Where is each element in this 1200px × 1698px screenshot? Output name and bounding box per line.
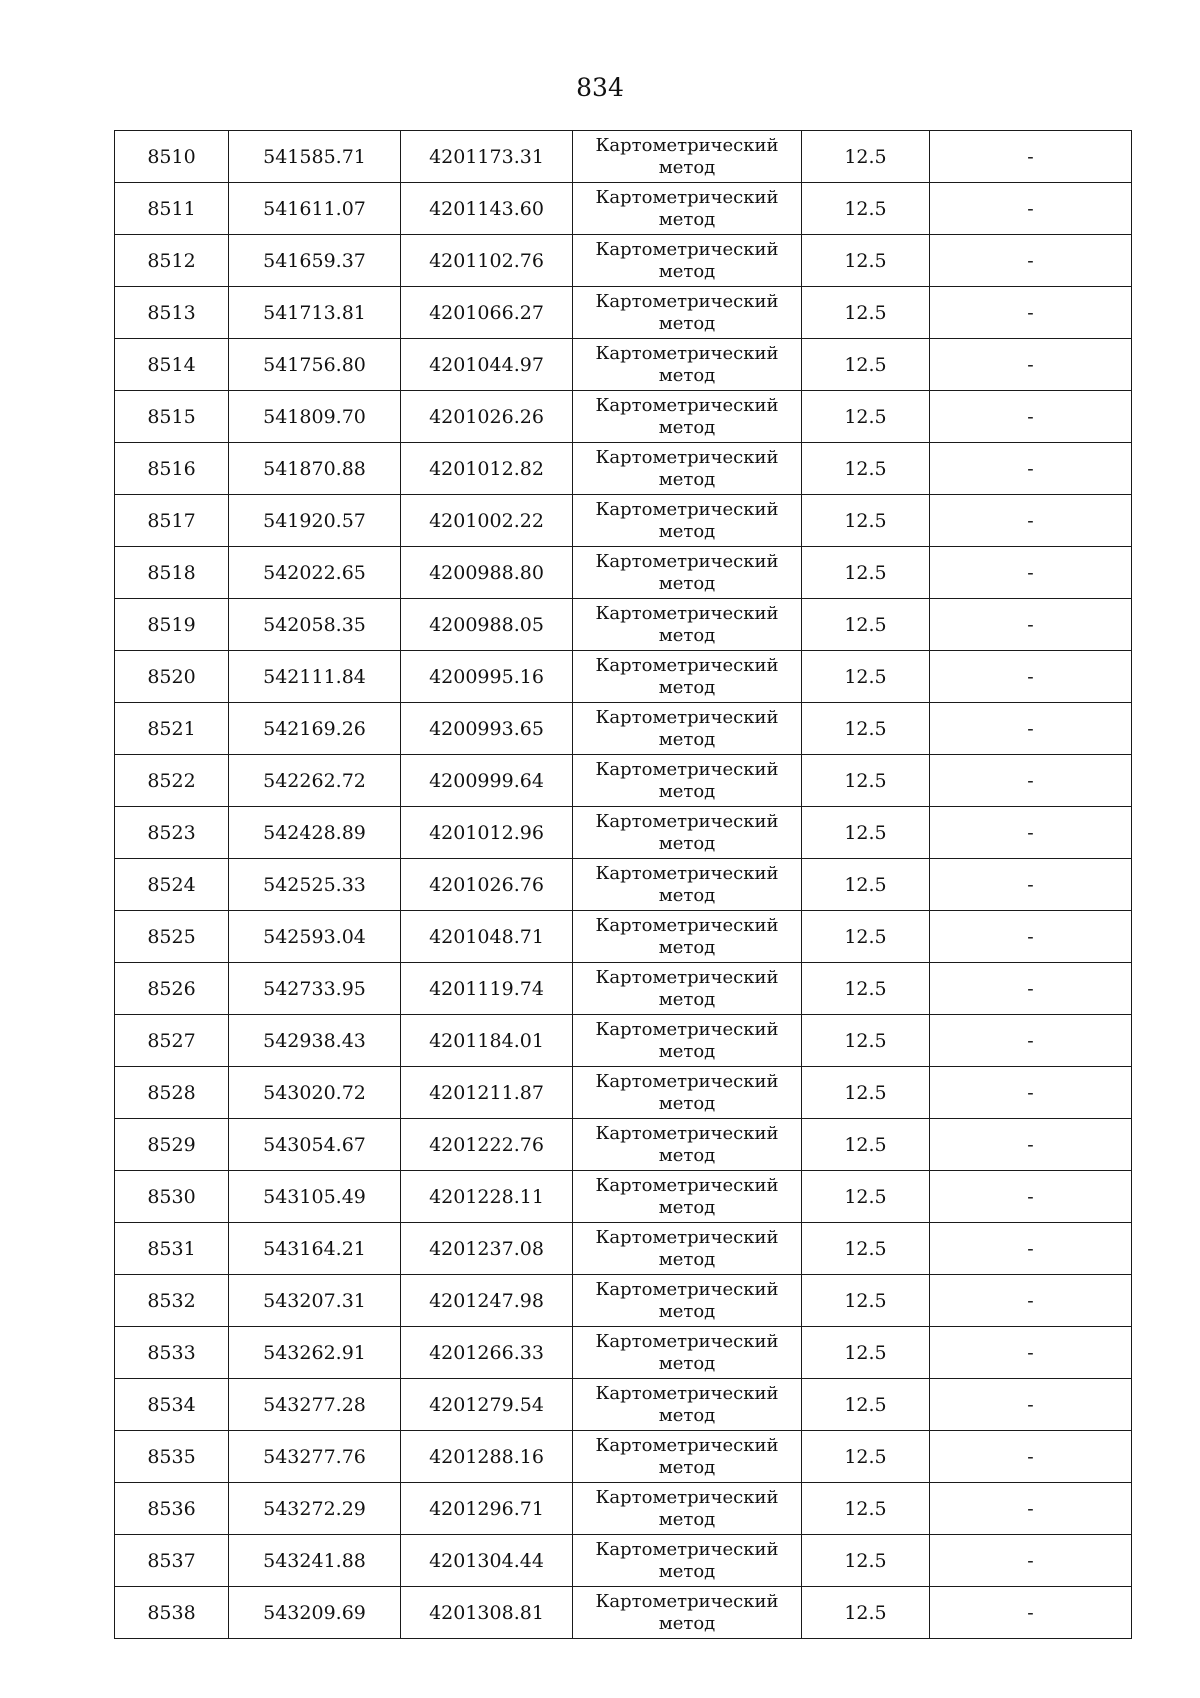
x-coordinate-cell: 542733.95 — [229, 963, 401, 1015]
x-coordinate-cell: 542022.65 — [229, 547, 401, 599]
x-coordinate-cell: 542428.89 — [229, 807, 401, 859]
y-coordinate-cell: 4201296.71 — [401, 1483, 573, 1535]
method-label-line1: Картометрический — [595, 134, 779, 156]
table-row — [115, 1067, 1132, 1119]
method-cell — [573, 443, 802, 495]
note-cell: - — [930, 183, 1132, 235]
note-cell: - — [930, 807, 1132, 859]
point-id-cell: 8516 — [115, 443, 229, 495]
point-id-cell: 8510 — [115, 131, 229, 183]
x-coordinate-cell: 543054.67 — [229, 1119, 401, 1171]
x-coordinate-cell: 542262.72 — [229, 755, 401, 807]
method-cell — [573, 1275, 802, 1327]
y-coordinate-cell: 4201119.74 — [401, 963, 573, 1015]
note-cell: - — [930, 1275, 1132, 1327]
method-cell — [573, 235, 802, 287]
note-cell: - — [930, 443, 1132, 495]
x-coordinate-cell: 542169.26 — [229, 703, 401, 755]
y-coordinate-cell: 4201044.97 — [401, 339, 573, 391]
table-row — [115, 339, 1132, 391]
method-label-line1: Картометрический — [595, 1590, 779, 1612]
y-coordinate-cell: 4201173.31 — [401, 131, 573, 183]
table-row — [115, 1535, 1132, 1587]
accuracy-cell: 12.5 — [802, 1587, 930, 1639]
accuracy-cell: 12.5 — [802, 547, 930, 599]
y-coordinate-cell: 4201304.44 — [401, 1535, 573, 1587]
method-label-line2: метод — [658, 1404, 716, 1426]
table-row — [115, 1379, 1132, 1431]
y-coordinate-cell: 4201279.54 — [401, 1379, 573, 1431]
x-coordinate-cell: 542593.04 — [229, 911, 401, 963]
accuracy-cell: 12.5 — [802, 1327, 930, 1379]
method-label-line2: метод — [658, 1456, 716, 1478]
y-coordinate-cell: 4201288.16 — [401, 1431, 573, 1483]
note-cell: - — [930, 235, 1132, 287]
note-cell: - — [930, 1379, 1132, 1431]
method-cell — [573, 547, 802, 599]
method-label-line2: метод — [658, 936, 716, 958]
table-row — [115, 755, 1132, 807]
method-label-line1: Картометрический — [595, 1174, 779, 1196]
note-cell: - — [930, 1483, 1132, 1535]
accuracy-cell: 12.5 — [802, 1379, 930, 1431]
y-coordinate-cell: 4201184.01 — [401, 1015, 573, 1067]
table-row — [115, 859, 1132, 911]
note-cell: - — [930, 1119, 1132, 1171]
table-row — [115, 1275, 1132, 1327]
page-number: 834 — [576, 73, 624, 102]
table-row — [115, 495, 1132, 547]
x-coordinate-cell: 542111.84 — [229, 651, 401, 703]
y-coordinate-cell: 4201211.87 — [401, 1067, 573, 1119]
point-id-cell: 8522 — [115, 755, 229, 807]
point-id-cell: 8513 — [115, 287, 229, 339]
method-cell — [573, 131, 802, 183]
method-label-line2: метод — [658, 624, 716, 646]
x-coordinate-cell: 542058.35 — [229, 599, 401, 651]
method-label-line1: Картометрический — [595, 654, 779, 676]
method-label-line2: метод — [658, 1612, 716, 1634]
method-label-line1: Картометрический — [595, 1382, 779, 1404]
point-id-cell: 8531 — [115, 1223, 229, 1275]
method-label-line1: Картометрический — [595, 1330, 779, 1352]
accuracy-cell: 12.5 — [802, 1275, 930, 1327]
method-label-line1: Картометрический — [595, 758, 779, 780]
point-id-cell: 8519 — [115, 599, 229, 651]
accuracy-cell: 12.5 — [802, 599, 930, 651]
method-label-line2: метод — [658, 260, 716, 282]
point-id-cell: 8529 — [115, 1119, 229, 1171]
method-cell — [573, 1431, 802, 1483]
point-id-cell: 8538 — [115, 1587, 229, 1639]
point-id-cell: 8533 — [115, 1327, 229, 1379]
point-id-cell: 8525 — [115, 911, 229, 963]
table-row — [115, 1431, 1132, 1483]
method-label-line2: метод — [658, 1144, 716, 1166]
x-coordinate-cell: 543207.31 — [229, 1275, 401, 1327]
table-row — [115, 183, 1132, 235]
point-id-cell: 8523 — [115, 807, 229, 859]
y-coordinate-cell: 4200988.05 — [401, 599, 573, 651]
note-cell: - — [930, 1535, 1132, 1587]
y-coordinate-cell: 4201048.71 — [401, 911, 573, 963]
accuracy-cell: 12.5 — [802, 1431, 930, 1483]
point-id-cell: 8528 — [115, 1067, 229, 1119]
method-cell — [573, 1119, 802, 1171]
note-cell: - — [930, 755, 1132, 807]
accuracy-cell: 12.5 — [802, 1119, 930, 1171]
accuracy-cell: 12.5 — [802, 183, 930, 235]
y-coordinate-cell: 4200993.65 — [401, 703, 573, 755]
accuracy-cell: 12.5 — [802, 1483, 930, 1535]
accuracy-cell: 12.5 — [802, 807, 930, 859]
method-cell — [573, 1327, 802, 1379]
table-row — [115, 391, 1132, 443]
table-row — [115, 807, 1132, 859]
x-coordinate-cell: 543164.21 — [229, 1223, 401, 1275]
method-cell — [573, 1379, 802, 1431]
note-cell: - — [930, 287, 1132, 339]
x-coordinate-cell: 541659.37 — [229, 235, 401, 287]
method-label-line1: Картометрический — [595, 550, 779, 572]
x-coordinate-cell: 543272.29 — [229, 1483, 401, 1535]
point-id-cell: 8521 — [115, 703, 229, 755]
method-cell — [573, 1015, 802, 1067]
table-row — [115, 131, 1132, 183]
table-row — [115, 1171, 1132, 1223]
method-cell — [573, 963, 802, 1015]
y-coordinate-cell: 4201026.26 — [401, 391, 573, 443]
method-label-line1: Картометрический — [595, 1070, 779, 1092]
y-coordinate-cell: 4201222.76 — [401, 1119, 573, 1171]
point-id-cell: 8524 — [115, 859, 229, 911]
note-cell: - — [930, 547, 1132, 599]
x-coordinate-cell: 543262.91 — [229, 1327, 401, 1379]
table-row — [115, 703, 1132, 755]
method-label-line1: Картометрический — [595, 186, 779, 208]
table-row — [115, 651, 1132, 703]
method-label-line1: Картометрический — [595, 498, 779, 520]
y-coordinate-cell: 4201237.08 — [401, 1223, 573, 1275]
y-coordinate-cell: 4201066.27 — [401, 287, 573, 339]
point-id-cell: 8517 — [115, 495, 229, 547]
y-coordinate-cell: 4201266.33 — [401, 1327, 573, 1379]
table-row — [115, 443, 1132, 495]
x-coordinate-cell: 543209.69 — [229, 1587, 401, 1639]
point-id-cell: 8511 — [115, 183, 229, 235]
point-id-cell: 8526 — [115, 963, 229, 1015]
coordinates-table — [114, 130, 1132, 1639]
x-coordinate-cell: 543105.49 — [229, 1171, 401, 1223]
method-label-line2: метод — [658, 1560, 716, 1582]
note-cell: - — [930, 1067, 1132, 1119]
y-coordinate-cell: 4201012.96 — [401, 807, 573, 859]
accuracy-cell: 12.5 — [802, 755, 930, 807]
method-label-line2: метод — [658, 520, 716, 542]
x-coordinate-cell: 541809.70 — [229, 391, 401, 443]
method-label-line2: метод — [658, 884, 716, 906]
point-id-cell: 8536 — [115, 1483, 229, 1535]
method-cell — [573, 599, 802, 651]
method-label-line1: Картометрический — [595, 602, 779, 624]
method-label-line1: Картометрический — [595, 342, 779, 364]
x-coordinate-cell: 541870.88 — [229, 443, 401, 495]
method-cell — [573, 703, 802, 755]
method-cell — [573, 1483, 802, 1535]
method-label-line2: метод — [658, 1196, 716, 1218]
y-coordinate-cell: 4201143.60 — [401, 183, 573, 235]
note-cell: - — [930, 131, 1132, 183]
method-label-line1: Картометрический — [595, 1434, 779, 1456]
accuracy-cell: 12.5 — [802, 235, 930, 287]
table-row — [115, 1119, 1132, 1171]
table-row — [115, 547, 1132, 599]
method-cell — [573, 859, 802, 911]
method-label-line1: Картометрический — [595, 446, 779, 468]
coordinates-table-body — [115, 131, 1132, 1639]
point-id-cell: 8530 — [115, 1171, 229, 1223]
accuracy-cell: 12.5 — [802, 859, 930, 911]
accuracy-cell: 12.5 — [802, 963, 930, 1015]
method-label-line2: метод — [658, 988, 716, 1010]
point-id-cell: 8512 — [115, 235, 229, 287]
note-cell: - — [930, 1327, 1132, 1379]
note-cell: - — [930, 495, 1132, 547]
method-label-line1: Картометрический — [595, 914, 779, 936]
table-row — [115, 1015, 1132, 1067]
method-cell — [573, 651, 802, 703]
method-label-line2: метод — [658, 1092, 716, 1114]
method-label-line2: метод — [658, 572, 716, 594]
method-cell — [573, 1067, 802, 1119]
accuracy-cell: 12.5 — [802, 443, 930, 495]
method-label-line1: Картометрический — [595, 1122, 779, 1144]
method-cell — [573, 1535, 802, 1587]
y-coordinate-cell: 4200995.16 — [401, 651, 573, 703]
y-coordinate-cell: 4201228.11 — [401, 1171, 573, 1223]
x-coordinate-cell: 542525.33 — [229, 859, 401, 911]
note-cell: - — [930, 963, 1132, 1015]
accuracy-cell: 12.5 — [802, 1223, 930, 1275]
accuracy-cell: 12.5 — [802, 339, 930, 391]
note-cell: - — [930, 651, 1132, 703]
table-row — [115, 1327, 1132, 1379]
method-label-line1: Картометрический — [595, 810, 779, 832]
accuracy-cell: 12.5 — [802, 1015, 930, 1067]
method-cell — [573, 495, 802, 547]
x-coordinate-cell: 543277.28 — [229, 1379, 401, 1431]
point-id-cell: 8532 — [115, 1275, 229, 1327]
method-label-line1: Картометрический — [595, 238, 779, 260]
note-cell: - — [930, 1015, 1132, 1067]
x-coordinate-cell: 541585.71 — [229, 131, 401, 183]
x-coordinate-cell: 541756.80 — [229, 339, 401, 391]
method-label-line2: метод — [658, 468, 716, 490]
accuracy-cell: 12.5 — [802, 131, 930, 183]
method-label-line2: метод — [658, 1248, 716, 1270]
method-label-line1: Картометрический — [595, 1486, 779, 1508]
method-cell — [573, 1171, 802, 1223]
accuracy-cell: 12.5 — [802, 287, 930, 339]
method-label-line1: Картометрический — [595, 394, 779, 416]
method-label-line1: Картометрический — [595, 706, 779, 728]
x-coordinate-cell: 541713.81 — [229, 287, 401, 339]
accuracy-cell: 12.5 — [802, 703, 930, 755]
point-id-cell: 8514 — [115, 339, 229, 391]
y-coordinate-cell: 4201012.82 — [401, 443, 573, 495]
y-coordinate-cell: 4201308.81 — [401, 1587, 573, 1639]
point-id-cell: 8527 — [115, 1015, 229, 1067]
method-label-line2: метод — [658, 312, 716, 334]
accuracy-cell: 12.5 — [802, 495, 930, 547]
accuracy-cell: 12.5 — [802, 651, 930, 703]
method-cell — [573, 1223, 802, 1275]
table-row — [115, 599, 1132, 651]
method-label-line1: Картометрический — [595, 290, 779, 312]
method-label-line2: метод — [658, 364, 716, 386]
point-id-cell: 8537 — [115, 1535, 229, 1587]
table-row — [115, 911, 1132, 963]
table-row — [115, 287, 1132, 339]
note-cell: - — [930, 703, 1132, 755]
method-label-line1: Картометрический — [595, 1278, 779, 1300]
method-cell — [573, 1587, 802, 1639]
method-label-line2: метод — [658, 780, 716, 802]
accuracy-cell: 12.5 — [802, 1535, 930, 1587]
method-label-line2: метод — [658, 676, 716, 698]
table-row — [115, 963, 1132, 1015]
method-cell — [573, 391, 802, 443]
method-cell — [573, 183, 802, 235]
x-coordinate-cell: 541611.07 — [229, 183, 401, 235]
note-cell: - — [930, 391, 1132, 443]
table-row — [115, 1587, 1132, 1639]
note-cell: - — [930, 599, 1132, 651]
method-cell — [573, 339, 802, 391]
method-cell — [573, 807, 802, 859]
method-label-line2: метод — [658, 416, 716, 438]
accuracy-cell: 12.5 — [802, 391, 930, 443]
accuracy-cell: 12.5 — [802, 1171, 930, 1223]
point-id-cell: 8518 — [115, 547, 229, 599]
method-cell — [573, 911, 802, 963]
method-label-line1: Картометрический — [595, 1538, 779, 1560]
y-coordinate-cell: 4200988.80 — [401, 547, 573, 599]
method-label-line1: Картометрический — [595, 1018, 779, 1040]
method-label-line2: метод — [658, 1040, 716, 1062]
y-coordinate-cell: 4201102.76 — [401, 235, 573, 287]
note-cell: - — [930, 1223, 1132, 1275]
note-cell: - — [930, 1587, 1132, 1639]
method-cell — [573, 287, 802, 339]
point-id-cell: 8534 — [115, 1379, 229, 1431]
point-id-cell: 8535 — [115, 1431, 229, 1483]
method-label-line2: метод — [658, 1352, 716, 1374]
y-coordinate-cell: 4201002.22 — [401, 495, 573, 547]
table-row — [115, 235, 1132, 287]
method-label-line2: метод — [658, 1300, 716, 1322]
x-coordinate-cell: 543277.76 — [229, 1431, 401, 1483]
note-cell: - — [930, 859, 1132, 911]
y-coordinate-cell: 4201247.98 — [401, 1275, 573, 1327]
method-label-line2: метод — [658, 832, 716, 854]
table-row — [115, 1223, 1132, 1275]
method-label-line1: Картометрический — [595, 966, 779, 988]
note-cell: - — [930, 911, 1132, 963]
x-coordinate-cell: 543241.88 — [229, 1535, 401, 1587]
method-label-line2: метод — [658, 208, 716, 230]
method-label-line2: метод — [658, 1508, 716, 1530]
y-coordinate-cell: 4200999.64 — [401, 755, 573, 807]
point-id-cell: 8520 — [115, 651, 229, 703]
y-coordinate-cell: 4201026.76 — [401, 859, 573, 911]
x-coordinate-cell: 543020.72 — [229, 1067, 401, 1119]
x-coordinate-cell: 541920.57 — [229, 495, 401, 547]
method-label-line2: метод — [658, 728, 716, 750]
point-id-cell: 8515 — [115, 391, 229, 443]
table-row — [115, 1483, 1132, 1535]
accuracy-cell: 12.5 — [802, 911, 930, 963]
note-cell: - — [930, 1171, 1132, 1223]
accuracy-cell: 12.5 — [802, 1067, 930, 1119]
x-coordinate-cell: 542938.43 — [229, 1015, 401, 1067]
note-cell: - — [930, 339, 1132, 391]
method-label-line1: Картометрический — [595, 1226, 779, 1248]
method-label-line1: Картометрический — [595, 862, 779, 884]
method-cell — [573, 755, 802, 807]
method-label-line2: метод — [658, 156, 716, 178]
note-cell: - — [930, 1431, 1132, 1483]
